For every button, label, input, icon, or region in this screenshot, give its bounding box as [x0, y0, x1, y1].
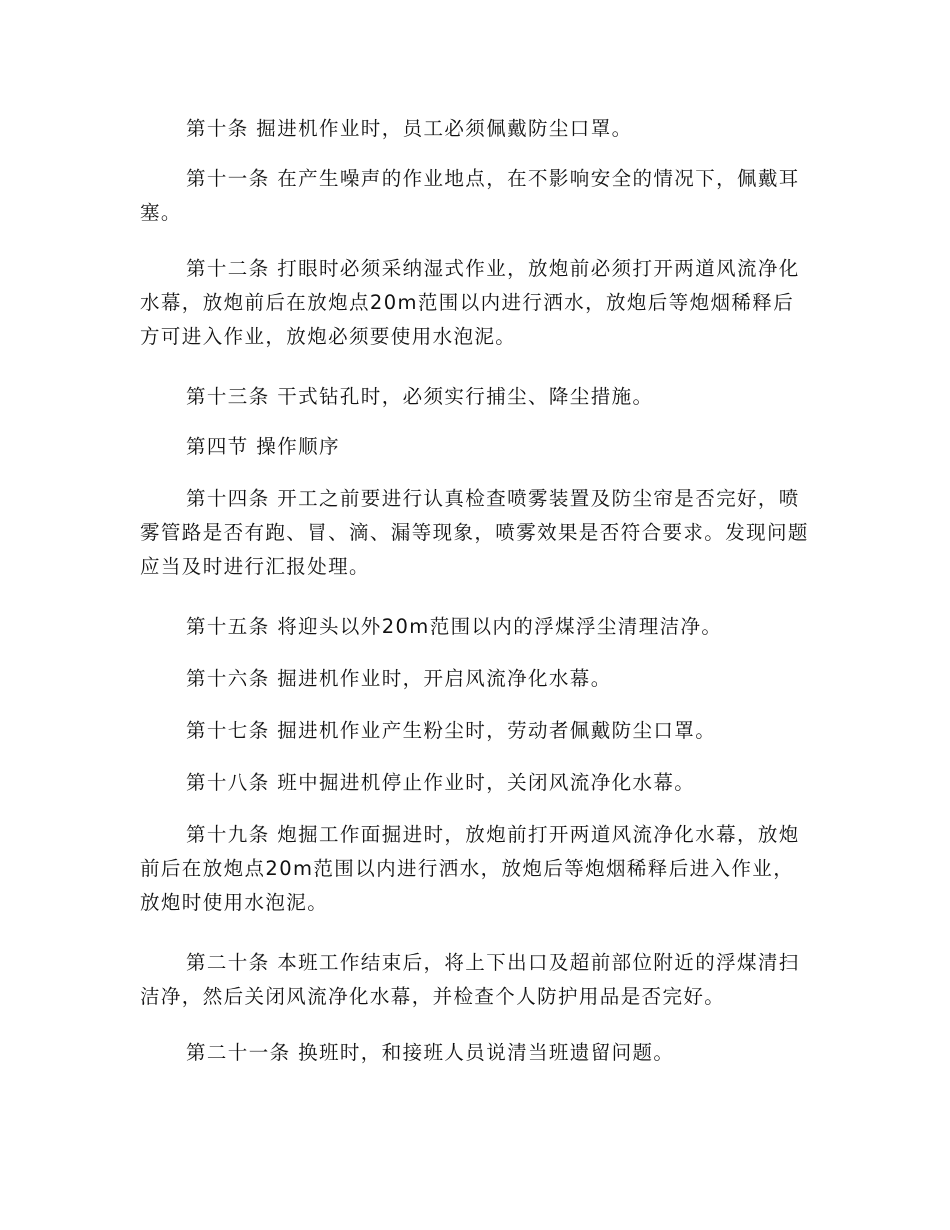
article-13-paragraph: 第十三条 干式钻孔时，必须实行捕尘、降尘措施。 [186, 385, 654, 408]
article-15-paragraph: 第十五条 将迎头以外20m范围以内的浮煤浮尘清理洁净。 [186, 615, 723, 638]
article-19-paragraph: 第十九条 炮掘工作面掘进时，放炮前打开两道风流净化水幕，放炮前后在放炮点20m范围以内进行洒水，放炮后等炮烟稀释后进入作业，放炮时使用水泡泥。 [140, 823, 800, 914]
article-10-paragraph: 第十条 掘进机作业时，员工必须佩戴防尘口罩。 [186, 117, 633, 140]
article-18-paragraph: 第十八条 班中掘进机停止作业时，关闭风流净化水幕。 [186, 771, 696, 794]
article-21-paragraph: 第二十一条 换班时，和接班人员说清当班遗留问题。 [186, 1041, 675, 1064]
article-20-paragraph: 第二十条 本班工作结束后，将上下出口及超前部位附近的浮煤清扫洁净，然后关闭风流净化水幕，并检查个人防护用品是否完好。 [140, 951, 800, 1008]
article-17-paragraph: 第十七条 掘进机作业产生粉尘时，劳动者佩戴防尘口罩。 [186, 719, 717, 742]
article-11-paragraph: 第十一条 在产生噪声的作业地点，在不影响安全的情况下，佩戴耳塞。 [140, 167, 800, 224]
article-16-paragraph: 第十六条 掘进机作业时，开启风流净化水幕。 [186, 667, 612, 690]
article-12-paragraph: 第十二条 打眼时必须采纳湿式作业，放炮前必须打开两道风流净化水幕，放炮前后在放炮点20m范围以内进行洒水，放炮后等炮烟稀释后方可进入作业，放炮必须要使用水泡泥。 [140, 257, 800, 348]
article-14-paragraph: 第十四条 开工之前要进行认真检查喷雾装置及防尘帘是否完好，喷雾管路是否有跑、冒、滴、漏等现象，喷雾效果是否符合要求。发现问题应当及时进行汇报处理。 [140, 487, 809, 578]
section-4-heading: 第四节 操作顺序 [186, 435, 340, 458]
